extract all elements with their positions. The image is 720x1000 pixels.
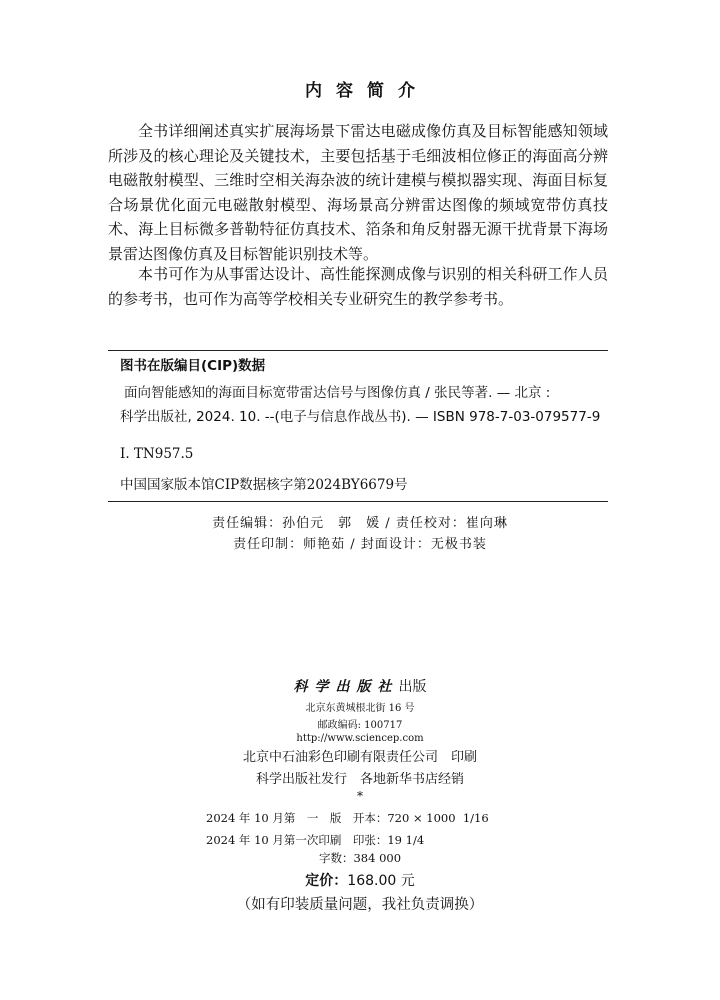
cip-record-number: 中国国家版本馆CIP数据核字第2024BY6679号 <box>120 477 408 493</box>
publisher-address: 北京东黄城根北街 16 号 <box>305 703 415 714</box>
price-label: 定价： <box>305 873 348 889</box>
cip-line-1: 面向智能感知的海面目标宽带雷达信号与图像仿真 / 张民等著. — 北京 : <box>124 385 551 401</box>
distribution-line: 科学出版社发行 各地新华书店经销 <box>255 772 464 787</box>
price-line <box>0 870 720 890</box>
summary-paragraph-2: 本书可作为从事雷达设计、高性能探测成像与识别的相关科研工作人员的参考书，也可作为高等学校相关专业研究生的教学参考书。 <box>108 265 608 308</box>
summary-title: 内容简介 <box>305 81 429 101</box>
cip-classification: Ⅰ. TN957.5 <box>120 446 194 462</box>
publisher-line <box>0 676 720 696</box>
word-count: 字数：384 000 <box>318 851 402 865</box>
publisher-postcode: 邮政编码: 100717 <box>317 720 403 731</box>
cip-bottom-rule <box>108 501 608 502</box>
separator-asterisk: * <box>357 789 363 803</box>
printer-line: 北京中石油彩色印刷有限责任公司 印刷 <box>242 750 477 765</box>
cip-top-rule <box>108 350 608 351</box>
editor-credits: 责任编辑：孙伯元 郭 媛 / 责任校对：崔向琳 <box>212 516 508 531</box>
quality-notice: （如有印装质量问题，我社负责调换） <box>236 897 484 913</box>
publisher-suffix: 出版 <box>398 679 427 695</box>
publisher-website: http://www.sciencep.com <box>296 733 424 744</box>
production-credits: 责任印制：师艳茹 / 封面设计：无极书装 <box>233 537 487 552</box>
printing-line: 2024 年 10 月第一次印刷 印张：19 1/4 <box>206 833 425 847</box>
edition-line: 2024 年 10 月第 一 版 开本：720 × 1000 1/16 <box>206 811 489 825</box>
price-value: 168.00 元 <box>347 873 415 889</box>
publisher-brand: 科学出版社 <box>293 679 399 695</box>
summary-paragraph-1: 全书详细阐述真实扩展海场景下雷达电磁成像仿真及目标智能感知领域所涉及的核心理论及关键技术，主要包括基于毛细波相位修正的海面高分辨电磁散射模型、三维时空相关海杂波的统计建模与模拟器实现、海面目标复合场景优化面元电磁散射模型、海场景高分辨雷达图像的频域宽带仿真技术、海上目标微多普勒特征仿真技术、箔条和角反射器无源干扰背景下海场景雷达图像仿真及目标智能识别技术等。 <box>108 122 608 263</box>
cip-line-2: 科学出版社, 2024. 10. --(电子与信息作战丛书). — ISBN 978-7-03-079577-9 <box>120 409 601 425</box>
cip-heading: 图书在版编目(CIP)数据 <box>120 358 266 374</box>
